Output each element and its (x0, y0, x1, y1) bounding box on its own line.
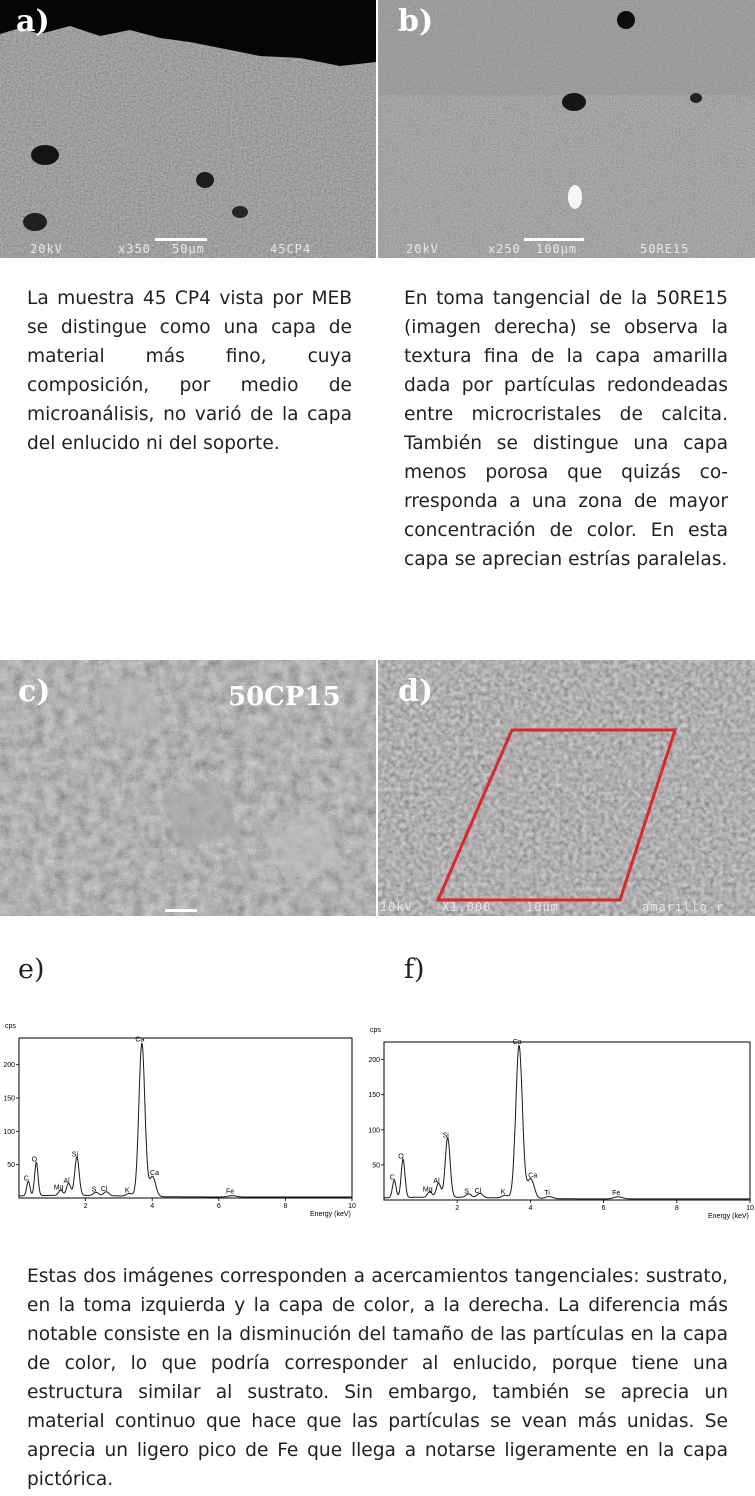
x-tick-label: 8 (674, 1205, 679, 1212)
plot-frame (384, 1042, 750, 1200)
sem-image-b (378, 0, 755, 258)
databar-voltage: 20kV (406, 242, 439, 256)
databar-magnification: x350 (118, 242, 151, 256)
panel-label-a: a) (16, 4, 50, 39)
y-tick-label: 150 (3, 1095, 15, 1103)
eds-spectrum-f (364, 1022, 755, 1234)
sem-databar-b (378, 240, 755, 258)
left-column-text: La muestra 45 CP4 vista por MEB se distingue como una capa de material más fino, cuya composición, por medio de microanálisis, no varió de la capa del enlucido ni del soporte. (27, 288, 352, 454)
databar-scale: 50μm (172, 242, 205, 256)
sem-image-d (378, 660, 755, 916)
sem-databar-d (378, 900, 755, 916)
y-tick-label: 50 (372, 1162, 380, 1170)
x-tick-label: 2 (455, 1205, 460, 1212)
peak-label-si: Si (442, 1132, 449, 1140)
databar-sample: 50RE15 (640, 242, 690, 256)
x-tick-label: 10 (348, 1203, 356, 1210)
sem-image-c (0, 660, 376, 916)
peak-label-o: O (31, 1156, 38, 1164)
plot-frame (19, 1038, 352, 1198)
panel-label-d: d) (398, 674, 434, 709)
panel-label-b: b) (398, 4, 434, 39)
sem-texture-a (0, 0, 376, 258)
peak-label-ca: Ca (150, 1170, 160, 1177)
databar-scale: 100μm (536, 242, 578, 256)
x-tick-label: 6 (601, 1205, 606, 1212)
databar-sample: 45CP4 (270, 242, 312, 256)
y-tick-label: 100 (3, 1128, 15, 1136)
x-axis-label: Energy (keV) (310, 1211, 351, 1218)
databar-sample: amarillo-r (642, 900, 725, 914)
peak-label-c: C (389, 1174, 395, 1182)
peak-label-cl: Cl (100, 1186, 108, 1193)
peak-label-o: O (398, 1153, 404, 1161)
panel-label-e: e) (18, 954, 45, 985)
sample-label-c: 50CP15 (228, 682, 341, 712)
peak-label-cl: Cl (474, 1187, 482, 1195)
y-tick-label: 100 (368, 1127, 380, 1135)
right-column-text: En toma tangencial de la 50RE15 (imagen derecha) se observa la textura fina de la capa amarilla dada por partículas redondeadas entre microcristales de calcita. También se distingue una capa menos porosa que quizás corresponda a una zona de mayor concentración de color. En esta capa se aprecian estrías paralelas. (404, 288, 728, 570)
panel-label-c: c) (18, 674, 51, 709)
databar-voltage: 10kV (380, 900, 413, 914)
peak-label-ca: Ca (135, 1036, 145, 1044)
peak-label-s: S (91, 1186, 97, 1194)
x-tick-label: 4 (528, 1205, 533, 1212)
x-tick-label: 10 (746, 1205, 754, 1212)
peak-label-fe: Fe (612, 1189, 621, 1197)
databar-voltage: 20kV (30, 242, 63, 256)
x-axis-label: Energy (keV) (708, 1213, 749, 1220)
sem-image-a (0, 0, 376, 258)
peak-label-al: Al (433, 1177, 440, 1185)
sem-texture-b (378, 0, 755, 258)
eds-spectrum-e (0, 1018, 372, 1230)
peak-label-fe: Fe (226, 1188, 235, 1196)
y-axis-label: cps (370, 1027, 381, 1034)
sem-databar-a (0, 240, 376, 258)
y-axis-label: cps (5, 1023, 16, 1030)
panel-label-f: f) (404, 954, 425, 985)
y-tick-label: 150 (368, 1092, 380, 1100)
databar-scale: 10μm (526, 900, 559, 914)
y-tick-label: 200 (368, 1057, 380, 1065)
databar-magnification: X1,000 (442, 900, 492, 914)
x-tick-label: 2 (83, 1203, 88, 1210)
peak-label-c: C (23, 1175, 29, 1183)
spectrum-line (19, 1043, 352, 1197)
peak-label-k: K (500, 1189, 506, 1197)
peak-label-ca: Ca (528, 1172, 538, 1180)
peak-label-mg: Mg (422, 1186, 433, 1194)
y-tick-label: 50 (7, 1162, 15, 1170)
x-tick-label: 8 (283, 1203, 288, 1210)
peak-label-ti: Ti (544, 1189, 550, 1197)
peak-label-al: Al (63, 1178, 70, 1185)
peak-label-si: Si (71, 1151, 79, 1159)
spectrum-line (384, 1046, 750, 1199)
peak-label-mg: Mg (53, 1184, 64, 1192)
peak-label-s: S (464, 1188, 469, 1196)
databar-magnification: x250 (488, 242, 521, 256)
x-tick-label: 4 (150, 1203, 155, 1210)
peak-label-k: K (124, 1187, 130, 1195)
peak-label-ca: Ca (512, 1038, 522, 1046)
x-tick-label: 6 (216, 1203, 221, 1210)
bottom-paragraph: Estas dos imágenes corresponden a acercamientos tangenciales: sustrato, en la toma izquierda y la capa de color, a la derecha. La diferencia más notable consiste en la disminución del tamaño de las partículas en la capa de color, lo que podría corresponder al enlucido, porque tiene una estructura similar al sustrato. Sin embargo, también se aprecia un material continuo que hace que las partículas se vean más unidas. Se aprecia un ligero pico de Fe que llega a notarse ligeramente en la capa pictórica. (27, 1266, 728, 1490)
y-tick-label: 200 (3, 1062, 15, 1070)
sem-texture-d (378, 660, 755, 916)
